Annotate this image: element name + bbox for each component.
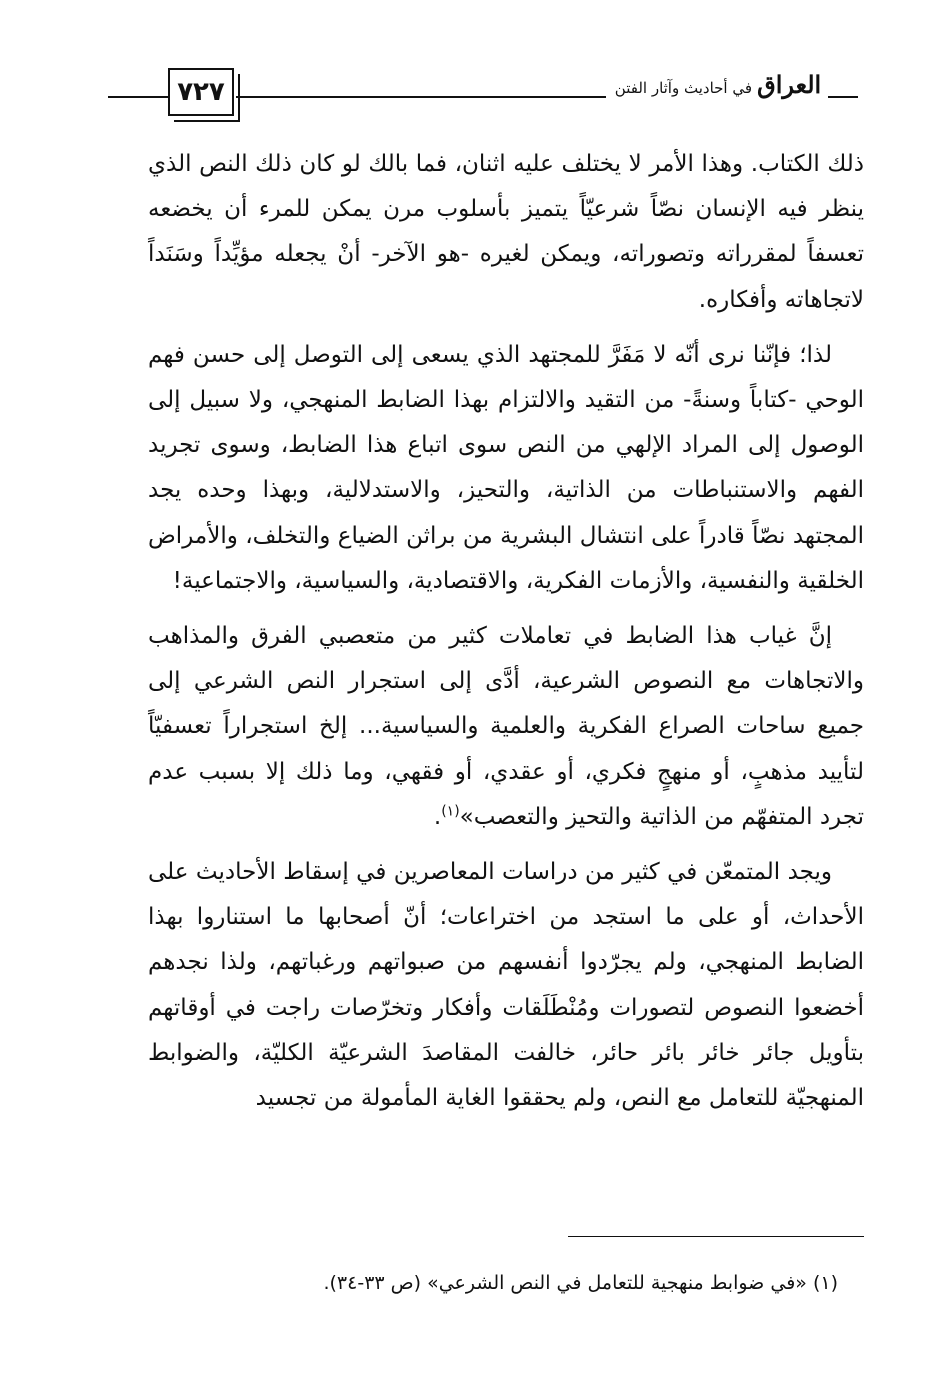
footnote-reference: (١) — [441, 803, 460, 820]
footnote-separator — [568, 1236, 864, 1237]
page-number: ٧٢٧ — [177, 77, 225, 107]
paragraph-3-tail: . — [433, 803, 442, 830]
paragraph-1: ذلك الكتاب. وهذا الأمر لا يختلف عليه اثنان، فما بالك لو كان ذلك النص الذي ينظر فيه الإنسان نصّاً شرعيّاً يتميز بأسلوب مرن يمكن للمرء أن يخضعه تعسفاً لمقرراته وتصوراته، ويمكن لغيره -هو الآخر- أنْ يجعله مؤيِّداً وسَنَداً لاتجاهاته وأفكاره. — [148, 151, 864, 313]
paragraph-2: لذا؛ فإنّنا نرى أنّه لا مَفَرَّ للمجتهد الذي يسعى إلى التوصل إلى حسن فهم الوحي -كتاباً وسنةً- من التقيد والالتزام بهذا الضابط المنهجي، ولا سبيل إلى الوصول إلى المراد الإلهي من النص سوى اتباع هذا الضابط، وسوى تجريد الفهم والاستنباطات من الذاتية، والتحيز، والاستدلالية، وبهذا وحده يجد المجتهد نصّاً قادراً على انتشال البشرية من براثن الضياع والتخلف، والأمراض الخلقية والنفسية، والأزمات الفكرية، والاقتصادية، والسياسية، والاجتماعية! — [148, 341, 864, 594]
paragraph-4: ويجد المتمعّن في كثير من دراسات المعاصرين في إسقاط الأحاديث على الأحداث، أو على ما استجد من اختراعات؛ أنّ أصحابها ما استناروا بهذا الضابط المنهجي، ولم يجرّدوا أنفسهم من صبواتهم ورغباتهم، ولذا نجدهم أخضعوا النصوص لتصورات ومُنْطَلَقات وأفكار وتخرّصات راجت في أوقاتهم بتأويل جائر خائر بائر حائر، خالفت المقاصدَ الشرعيّة الكليّة، والضوابط المنهجيّة للتعامل مع النص، ولم يحققوا الغاية المأمولة من تجسيد — [148, 859, 864, 1112]
header-rule-middle — [236, 96, 606, 98]
page-number-box — [168, 68, 234, 116]
footnote: (١) «في ضوابط منهجية للتعامل في النص الشرعي» (ص ٣٣-٣٤). — [323, 1272, 838, 1294]
paragraph-3-text: إنَّ غياب هذا الضابط في تعاملات كثير من متعصبي الفرق والمذاهب والاتجاهات مع النصوص الشرعية، أدَّى إلى استجرار النص الشرعي إلى جميع ساحات الصراع الفكرية والعلمية والسياسية... إلخ استجراراً تعسفيّاً لتأييد مذهبٍ، أو منهجٍ فكري، أو عقدي، أو فقهي، وما ذلك إلا بسبب عدم تجرد المتفهّم من الذاتية والتحيز والتعصب» — [148, 623, 864, 830]
paragraph-3 — [148, 614, 864, 840]
main-text — [148, 142, 864, 1121]
running-title — [608, 70, 828, 114]
header-rule-left — [108, 96, 168, 98]
running-title-main: العراق — [757, 70, 822, 99]
running-title-sub: في أحاديث وآثار الفتن — [614, 79, 753, 97]
page-header — [108, 62, 858, 132]
header-rule-right — [828, 96, 858, 98]
